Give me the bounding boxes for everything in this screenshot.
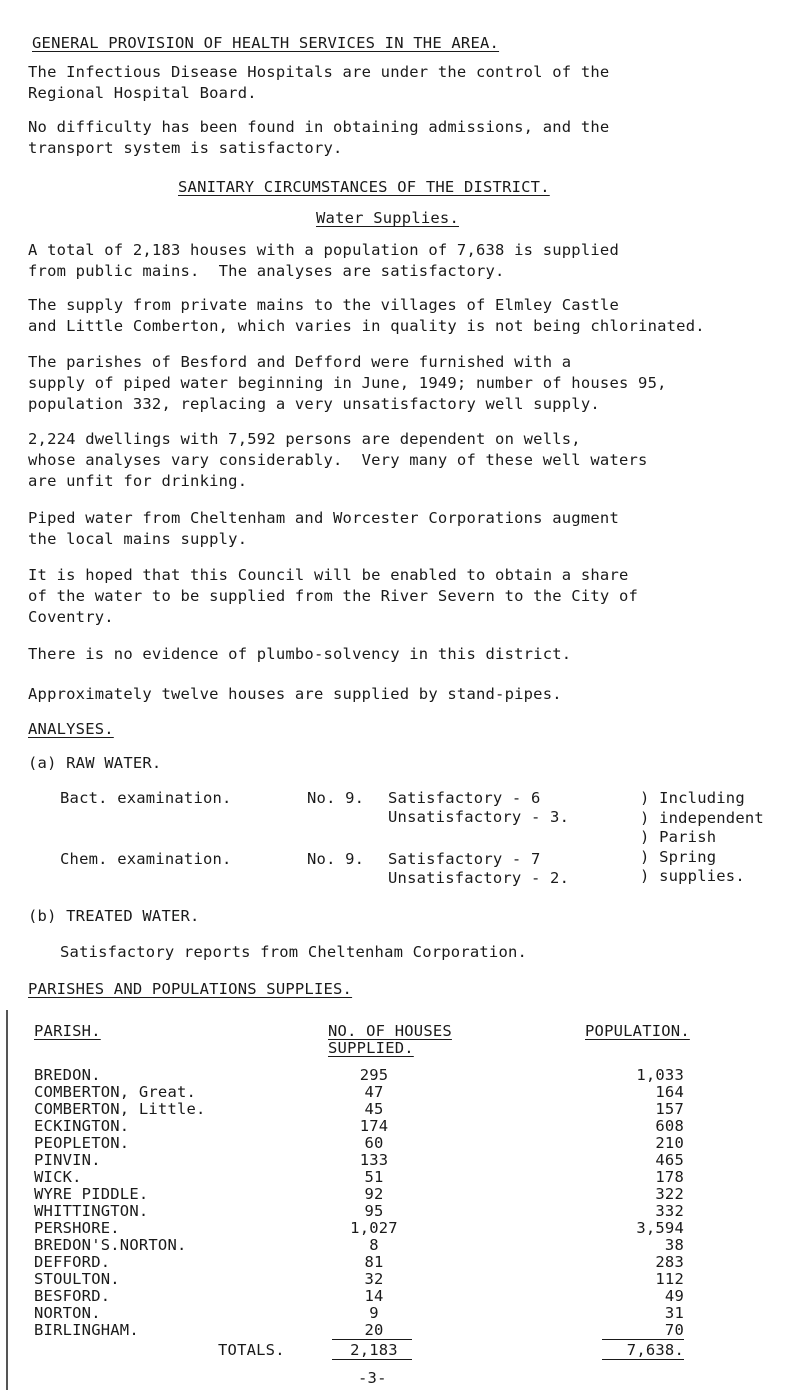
brace-note-line: ) Spring [640,847,717,866]
water-paragraph-7: There is no evidence of plumbo-solvency in this district. [28,645,572,663]
parish-name: DEFFORD. [34,1253,111,1271]
parish-name: ECKINGTON. [34,1117,130,1135]
table-row [34,1236,774,1253]
houses-supplied: 81 [364,1253,384,1271]
parish-name: COMBERTON, Little. [34,1100,206,1118]
chem-unsatisfactory: Unsatisfactory - 2. [388,869,570,887]
houses-supplied: 1,027 [350,1219,398,1237]
brace-note-line: ) Parish [640,828,717,846]
houses-supplied: 47 [364,1083,384,1101]
table-row [34,1083,774,1100]
population-value: 49 [664,1287,684,1305]
page-number: -3- [358,1369,387,1387]
population-value: 283 [655,1253,684,1271]
houses-supplied: 174 [359,1117,389,1135]
table-row [34,1321,774,1338]
population-value: 322 [655,1185,684,1203]
treated-water-heading: (b) TREATED WATER. [28,907,200,925]
table-row [34,1202,774,1219]
houses-supplied: 295 [359,1066,389,1084]
brace-note-line: ) independent [640,808,764,827]
parishes-heading: PARISHES AND POPULATIONS SUPPLIES. [28,980,353,998]
population-value: 70 [664,1321,684,1339]
population-value: 157 [655,1100,684,1118]
bact-count: No. 9. [307,789,365,807]
bact-label: Bact. examination. [60,789,232,807]
table-row [34,1219,774,1236]
col-header-population: POPULATION. [585,1022,690,1040]
population-value: 210 [655,1134,684,1152]
table-row [34,1117,774,1134]
table-row [34,1185,774,1202]
houses-supplied: 92 [364,1185,384,1203]
parish-name: BREDON'S.NORTON. [34,1236,187,1254]
total-population: 7,638. [626,1341,684,1359]
population-value: 38 [664,1236,684,1254]
water-paragraph-2: The supply from private mains to the villages of Elmley Castle and Little Comberton, which varies in quality is not being chlorinated. [28,296,705,335]
bact-satisfactory: Satisfactory - 6 [388,789,541,807]
water-paragraph-1: A total of 2,183 houses with a population of 7,638 is supplied from public mains. The analyses are satisfactory. [28,241,619,280]
parish-name: BIRLINGHAM. [34,1321,139,1339]
parish-name: WHITTINGTON. [34,1202,149,1220]
page-heading: GENERAL PROVISION OF HEALTH SERVICES IN THE AREA. [32,34,500,52]
population-value: 3,594 [636,1219,684,1237]
chem-count: No. 9. [307,850,365,868]
parish-name: BREDON. [34,1066,101,1084]
table-row [34,1270,774,1287]
houses-supplied: 9 [369,1304,379,1322]
houses-supplied: 32 [364,1270,384,1288]
table-row [34,1151,774,1168]
table-row [34,1253,774,1270]
houses-supplied: 95 [364,1202,384,1220]
water-supplies-heading: Water Supplies. [316,209,459,227]
water-paragraph-6: It is hoped that this Council will be enabled to obtain a share of the water to be supplied from the River Severn to the City of Coventry. [28,566,639,626]
population-value: 608 [655,1117,684,1135]
water-paragraph-8: Approximately twelve houses are supplied by stand-pipes. [28,685,562,703]
brace-note [640,789,764,887]
parish-name: NORTON. [34,1304,101,1322]
raw-water-heading [28,754,161,772]
population-value: 164 [655,1083,684,1101]
table-row [34,1287,774,1304]
water-paragraph-5: Piped water from Cheltenham and Worcester Corporations augment the local mains supply. [28,509,619,548]
water-paragraph-3: The parishes of Besford and Defford were furnished with a supply of piped water beginning in June, 1949; number of houses 95, population 332, replacing a very unsatisfactory well supply. [28,353,667,413]
parish-name: WICK. [34,1168,82,1186]
intro-paragraph-2: No difficulty has been found in obtaining admissions, and the transport system is satisfactory. [28,118,610,157]
houses-supplied: 14 [364,1287,384,1305]
houses-supplied: 8 [369,1236,379,1254]
water-paragraph-4: 2,224 dwellings with 7,592 persons are dependent on wells, whose analyses vary considerably. Very many of these well waters are unfit for drinking. [28,430,648,490]
table-row [34,1304,774,1321]
col-header-houses-2: SUPPLIED. [328,1039,414,1057]
table-row [34,1066,774,1083]
houses-supplied: 133 [359,1151,389,1169]
treated-water-text: Satisfactory reports from Cheltenham Corporation. [60,943,528,961]
left-margin-rule [6,1010,8,1390]
parish-name: STOULTON. [34,1270,120,1288]
population-total-rule [602,1359,684,1360]
population-subtotal-rule [602,1339,684,1340]
parish-name: BESFORD. [34,1287,111,1305]
table-row [34,1100,774,1117]
parish-name: PERSHORE. [34,1219,120,1237]
parish-name: COMBERTON, Great. [34,1083,197,1101]
houses-supplied: 51 [364,1168,384,1186]
analyses-heading: ANALYSES. [28,720,114,738]
population-value: 112 [655,1270,684,1288]
col-header-parish: PARISH. [34,1022,101,1040]
chem-satisfactory: Satisfactory - 7 [388,850,541,868]
col-header-houses: NO. OF HOUSES [328,1022,452,1040]
table-row [34,1134,774,1151]
houses-supplied: 45 [364,1100,384,1118]
population-value: 332 [655,1202,684,1220]
parish-name: WYRE PIDDLE. [34,1185,149,1203]
population-value: 178 [655,1168,684,1186]
population-value: 1,033 [636,1066,684,1084]
chem-label: Chem. examination. [60,850,232,868]
total-houses: 2,183 [350,1341,398,1359]
population-value: 31 [664,1304,684,1322]
houses-subtotal-rule [332,1339,412,1340]
houses-supplied: 20 [364,1321,384,1339]
houses-total-rule [332,1359,412,1360]
table-row [34,1168,774,1185]
intro-paragraph-1: The Infectious Disease Hospitals are under the control of the Regional Hospital Board. [28,63,610,102]
totals-label: TOTALS. [218,1341,285,1359]
houses-supplied: 60 [364,1134,384,1152]
parish-name: PINVIN. [34,1151,101,1169]
raw-water-heading-text: (a) RAW WATER. [28,754,162,772]
population-value: 465 [655,1151,684,1169]
bact-unsatisfactory: Unsatisfactory - 3. [388,808,570,826]
brace-note-line: ) Including [640,789,745,807]
parish-name: PEOPLETON. [34,1134,130,1152]
brace-note-line: ) supplies. [640,867,745,885]
sanitary-heading: SANITARY CIRCUMSTANCES OF THE DISTRICT. [178,178,550,196]
